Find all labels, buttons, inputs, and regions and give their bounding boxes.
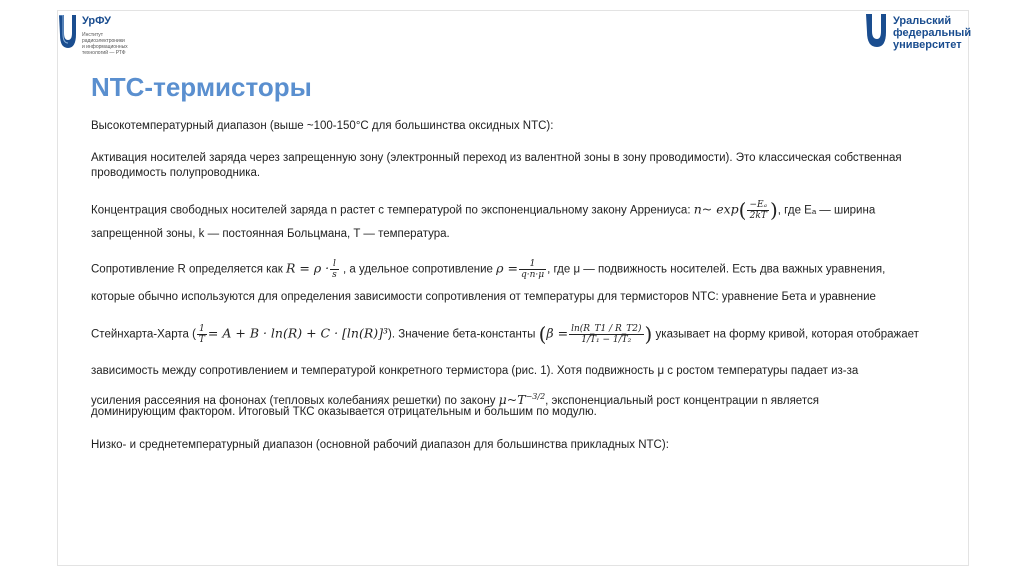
- arrhenius-formula: n~ exp: [693, 201, 739, 217]
- urfu-u-icon: [865, 14, 887, 48]
- paragraph-low-temp: Низко- и среднетемпературный диапазон (основной рабочий диапазон для большинства прикладных NTC):: [91, 439, 669, 451]
- left-logo-subtitle: Институт радиоэлектроники и информационных технологий — РТФ: [82, 32, 128, 56]
- paragraph-high-temp: Высокотемпературный диапазон (выше ~100-150°C для большинства оксидных NTC):: [91, 120, 554, 132]
- right-logo-text: Уральский федеральный университет: [893, 15, 972, 51]
- paragraph-resistance: Сопротивление R определяется как R = ρ · $\frac{l}{s}$ , а удельное сопротивление ρ = $\frac{1}{q\cdot n\cdot\mu}$ , где μ — подвижность носителей. Есть два важных уравнения,: [91, 259, 886, 280]
- paragraph-concentration-line2: запрещенной зоны, k — постоянная Больцмана, T — температура.: [91, 228, 450, 240]
- paragraph-phonons-line2: доминирующим фактором. Итоговый ТКС оказывается отрицательным и большим по модулю.: [91, 406, 597, 418]
- urfu-u-icon: [57, 15, 77, 51]
- paragraph-steinhart: Стейнхарта-Харта ( $\frac{1}{T}$ = A + B · ln(R) + C · [ln(R)]³). Значение бета-константы (β = $\frac{\ln(R\_T1 / R\_T2)}{\text{1/T₁ − 1/T₂}}$ ) указывает на форму кривой, которая отображает: [91, 322, 919, 346]
- beta-fraction: $\frac{\ln(R\_T1 / R\_T2)}{\text{1/T₁ − 1/T₂}}$: [571, 324, 642, 345]
- urfu-university-logo: [865, 14, 975, 54]
- paragraph-concentration: Концентрация свободных носителей заряда n растет с температурой по экспоненциальному закону Аррениуса: n~ exp( $\frac{\text{−Eₐ}}{2kT}$ ), где Eₐ — ширина: [91, 198, 876, 222]
- paragraph-activation: Активация носителей заряда через запрещенную зону (электронный переход из валентной зоны в зону проводимости). Это классическая собственная проводимость полупроводника.: [91, 152, 902, 179]
- arrhenius-fraction: $\frac{\text{−Eₐ}}{2kT}$: [749, 200, 767, 221]
- paragraph-resistance-line2: которые обычно используются для определения зависимости сопротивления от температуры для термисторов NTC: уравнение Бета и уравнение: [91, 291, 876, 303]
- paragraph-dependence: зависимость между сопротивлением и температурой конкретного термистора (рис. 1). Хотя подвижность μ с ростом температуры падает из-за: [91, 365, 859, 377]
- left-logo-title: УрФУ: [82, 15, 111, 27]
- page-title: NTC-термисторы: [91, 72, 312, 102]
- urfu-institute-logo: [57, 15, 157, 60]
- paragraph-phonons: усиления рассеяния на фононах (тепловых колебаниях решетки) по закону $\mu\sim T^{-3/2}$, экспоненциальный рост концентрации n является: [91, 391, 819, 407]
